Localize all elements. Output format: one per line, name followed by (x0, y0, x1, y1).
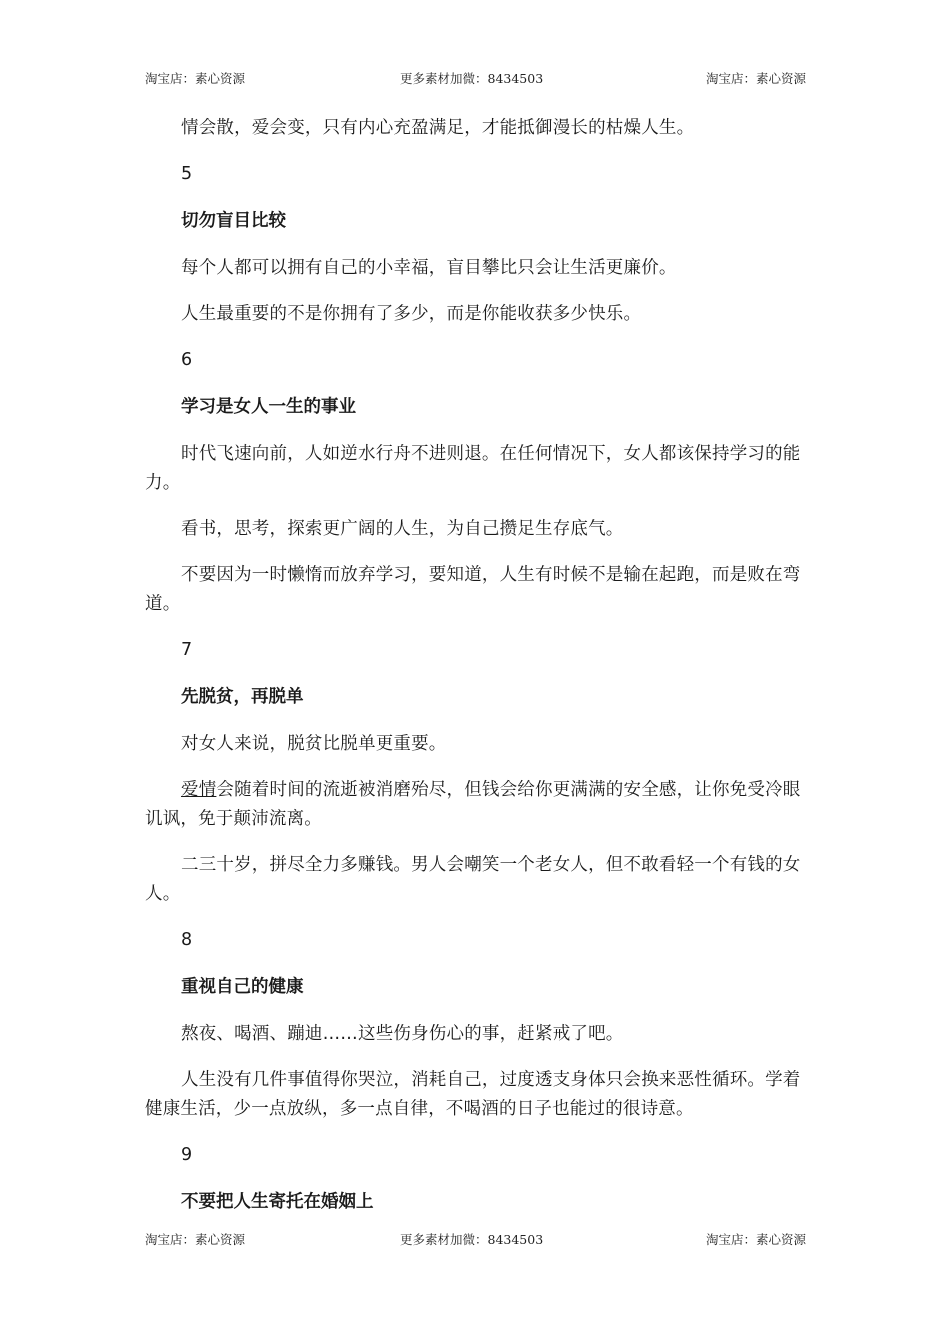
footer-right-text: 淘宝店：素心资源 (705, 1232, 806, 1247)
paragraph: 情会散，爱会变，只有内心充盈满足，才能抵御漫长的枯燥人生。 (181, 118, 695, 138)
section-number-9: 9 (181, 1145, 193, 1165)
footer-center-text: 更多素材加微：8434503 (400, 1232, 544, 1247)
section-title-5: 切勿盲目比较 (181, 211, 286, 231)
paragraph: 熬夜、喝酒、蹦迪……这些伤身伤心的事，赶紧戒了吧。 (181, 1024, 624, 1044)
paragraph (145, 776, 806, 834)
paragraph: 每个人都可以拥有自己的小幸福，盲目攀比只会让生活更廉价。 (181, 258, 677, 278)
section-title-7: 先脱贫，再脱单 (181, 687, 304, 707)
paragraph: 不要因为一时懒惰而放弃学习，要知道，人生有时候不是输在起跑，而是败在弯道。 (145, 565, 801, 614)
paragraph: 人生没有几件事值得你哭泣，消耗自己，过度透支身体只会换来恶性循环。学着健康生活，少一点放纵，多一点自律，不喝酒的日子也能过的很诗意。 (145, 1070, 801, 1119)
paragraph: 时代飞速向前，人如逆水行舟不进则退。在任何情况下，女人都该保持学习的能力。 (145, 444, 801, 493)
section-title-6: 学习是女人一生的事业 (181, 397, 356, 417)
paragraph-text: 会随着时间的流逝被消磨殆尽，但钱会给你更满满的安全感，让你免受冷眼讥讽，免于颠沛流离。 (145, 780, 801, 829)
paragraph: 对女人来说，脱贫比脱单更重要。 (181, 734, 447, 754)
header-right-text: 淘宝店：素心资源 (705, 71, 806, 86)
article-body (145, 114, 806, 1235)
header-center-text: 更多素材加微：8434503 (400, 71, 544, 86)
love-link[interactable]: 爱情 (181, 780, 217, 800)
section-title-8: 重视自己的健康 (181, 977, 304, 997)
section-number-8: 8 (181, 930, 193, 950)
page-footer (145, 1230, 806, 1250)
paragraph: 二三十岁，拼尽全力多赚钱。男人会嘲笑一个老女人，但不敢看轻一个有钱的女人。 (145, 855, 801, 904)
footer-left-text: 淘宝店：素心资源 (145, 1232, 246, 1247)
section-number-5: 5 (181, 164, 193, 184)
paragraph: 人生最重要的不是你拥有了多少，而是你能收获多少快乐。 (181, 304, 642, 324)
section-number-7: 7 (181, 640, 193, 660)
section-number-6: 6 (181, 350, 193, 370)
header-left-text: 淘宝店：素心资源 (145, 71, 246, 86)
page-header (145, 69, 806, 89)
paragraph: 看书，思考，探索更广阔的人生，为自己攒足生存底气。 (181, 519, 624, 539)
section-title-9: 不要把人生寄托在婚姻上 (181, 1192, 374, 1212)
